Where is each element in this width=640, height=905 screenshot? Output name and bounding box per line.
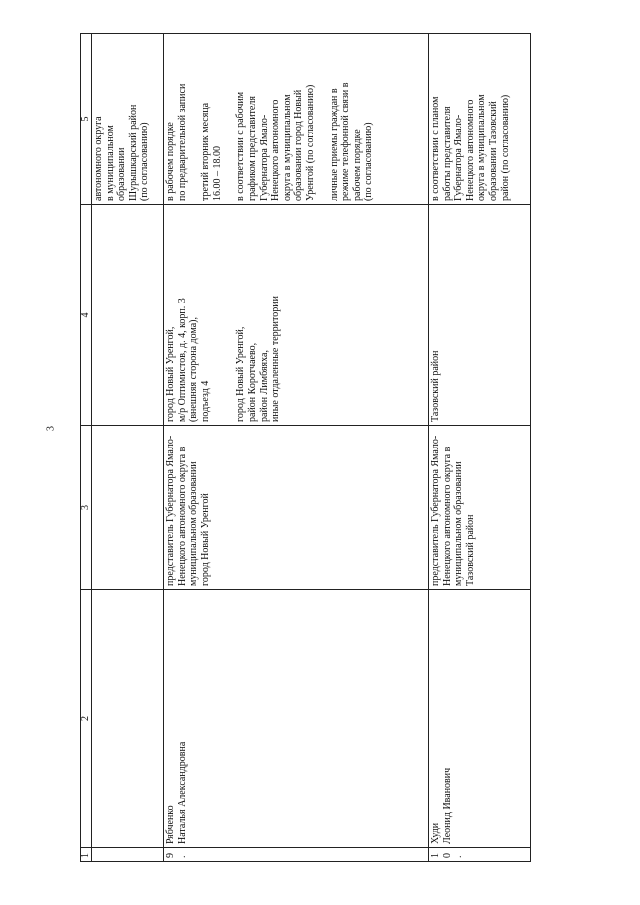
row-place: Тазовский район bbox=[429, 205, 531, 426]
cont-schedule: автономного округа в муниципальном образовании Шурышкарский район (по согласованию) bbox=[92, 34, 164, 205]
row-name: Худи Леонид Иванович bbox=[429, 590, 531, 848]
cont-place bbox=[92, 205, 164, 426]
table-row bbox=[164, 34, 429, 862]
schedule-2: третий вторник месяца 16.00 – 18.00 bbox=[200, 102, 223, 201]
header-col-2: 2 bbox=[81, 590, 92, 848]
header-col-3: 3 bbox=[81, 426, 92, 590]
cont-position bbox=[92, 426, 164, 590]
reception-schedule-table bbox=[80, 33, 531, 862]
cont-num bbox=[92, 848, 164, 862]
schedule-4: личные приемы граждан в режиме телефонной связи в рабочем порядке (по согласованию) bbox=[328, 82, 375, 201]
header-col-1: 1 bbox=[81, 848, 92, 862]
header-col-4: 4 bbox=[81, 205, 92, 426]
row-schedule bbox=[164, 34, 429, 205]
rotated-table-container bbox=[80, 34, 531, 862]
row-position: представитель Губернатора Ямало- Ненецкого автономного округа в муниципальном образовании город Новый Уренгой bbox=[164, 426, 429, 590]
table-row bbox=[429, 34, 531, 862]
table-row-continuation bbox=[92, 34, 164, 862]
row-number: 9. bbox=[164, 848, 429, 862]
place-primary: город Новый Уренгой, м/р Оптимистов, д. 4, корп. 3 (внешняя сторона дома), подъезд 4 bbox=[165, 298, 211, 422]
schedule-1: в рабочем порядке по предварительной записи bbox=[165, 83, 188, 201]
row-name: Рябченко Наталья Александровна bbox=[164, 590, 429, 848]
row-schedule: в соответствии с планом работы представителя Губернатора Ямало- Ненецкого автономного округа в муниципальном образовании Тазовский район (по согласованию) bbox=[429, 34, 531, 205]
cont-name bbox=[92, 590, 164, 848]
place-secondary: город Новый Уренгой, район Коротчаево, район Лимбяяха, иные отдаленные территории bbox=[235, 296, 282, 422]
schedule-3: в соответствии с рабочим графиком представителя Губернатора Ямало- Ненецкого автономного округа в муниципальном образовании город Новый Уренгой (по согласованию) bbox=[235, 84, 316, 201]
row-number: 10. bbox=[429, 848, 531, 862]
row-place bbox=[164, 205, 429, 426]
page-number: 3 bbox=[45, 426, 57, 431]
header-col-5: 5 bbox=[81, 34, 92, 205]
row-position: представитель Губернатора Ямало- Ненецкого автономного округа в муниципальном образовании Тазовский район bbox=[429, 426, 531, 590]
table-header-row bbox=[81, 34, 92, 862]
